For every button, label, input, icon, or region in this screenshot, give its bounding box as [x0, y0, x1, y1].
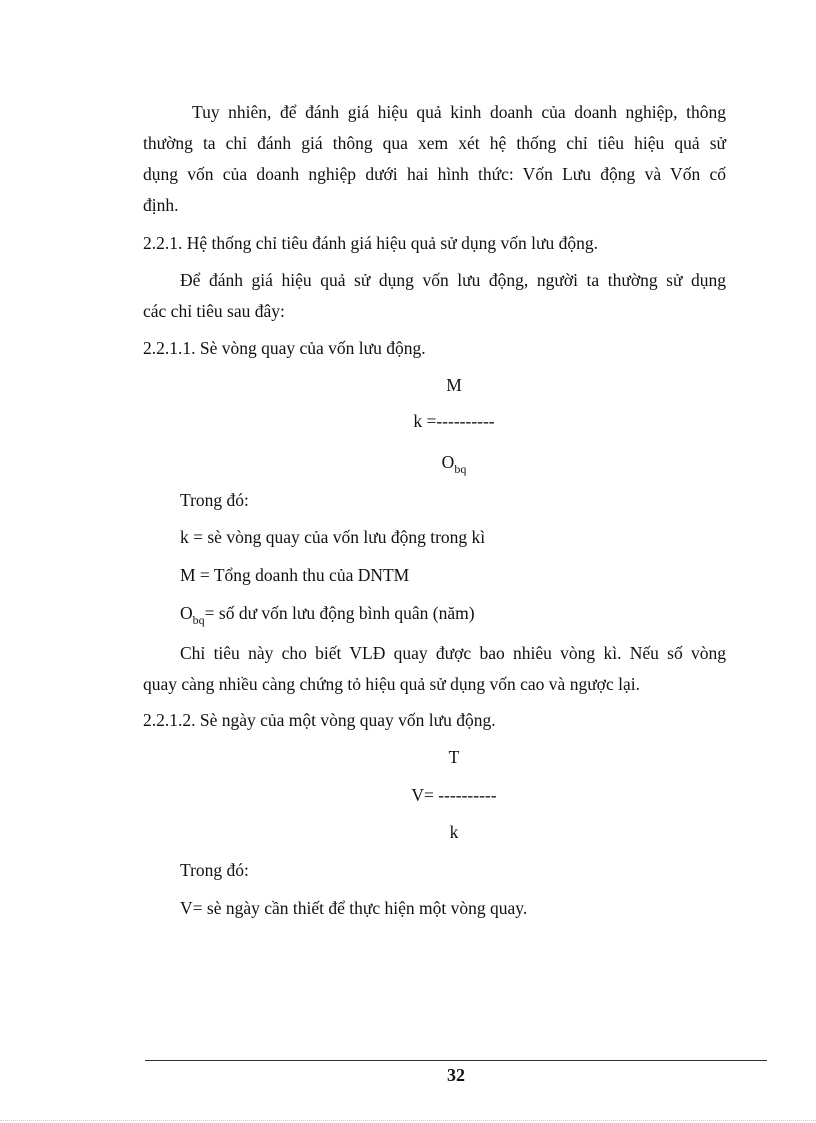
- formula2-numerator: T: [448, 747, 460, 767]
- intro-line-1: Tuy nhiên, để đánh giá hiệu quả kinh doanh của doanh nghiệp, thông: [192, 102, 726, 122]
- section-heading-2-2-1: 2.2.1. Hệ thống chỉ tiêu đánh giá hiệu quả sử dụng vốn lưu động.: [143, 233, 598, 253]
- formula2-denominator: k: [449, 822, 459, 842]
- where2-title: Trong đó:: [180, 860, 249, 880]
- section-heading-2-2-1-1: 2.2.1.1. Sè vòng quay của vốn lưu động.: [143, 338, 426, 358]
- formula1-numerator: M: [446, 375, 462, 395]
- formula1-denominator: $O_{bq}$: [441, 452, 467, 476]
- para3-line-2: quay càng nhiều càng chứng tỏ hiệu quả sử dụng vốn cao và ngược lại.: [143, 674, 640, 694]
- where1-title: Trong đó:: [180, 490, 249, 510]
- section-heading-2-2-1-2: 2.2.1.2. Sè ngày của một vòng quay vốn lưu động.: [143, 710, 496, 730]
- page-number: 32: [447, 1065, 465, 1085]
- where1-item-m: M = Tổng doanh thu của DNTM: [180, 565, 410, 585]
- where2-item-v: V= sè ngày cần thiết để thực hiện một vòng quay.: [180, 898, 528, 918]
- intro-line-3: dụng vốn của doanh nghiệp dưới hai hình thức: Vốn Lưu động và Vốn cố: [143, 164, 726, 184]
- para2-line-1: Để đánh giá hiệu quả sử dụng vốn lưu động, người ta thường sử dụng: [180, 270, 726, 290]
- formula1-lhs: k =----------: [413, 411, 495, 431]
- intro-line-2: thường ta chỉ đánh giá thông qua xem xét hệ thống chỉ tiêu hiệu quả sử: [143, 133, 726, 153]
- footer-rule: [145, 1060, 767, 1061]
- intro-line-4: định.: [143, 195, 179, 215]
- formula2-lhs: V= ----------: [411, 785, 497, 805]
- where1-item-obq: $O_{bq}=$ số dư vốn lưu động bình quân (năm): [180, 603, 475, 627]
- para3-line-1: Chỉ tiêu này cho biết VLĐ quay được bao nhiêu vòng kì. Nếu số vòng: [180, 643, 726, 663]
- para2-line-2: các chỉ tiêu sau đây:: [143, 301, 285, 321]
- page-bottom-border: [0, 1120, 816, 1121]
- where1-item-k: k = sè vòng quay của vốn lưu động trong kì: [180, 527, 486, 547]
